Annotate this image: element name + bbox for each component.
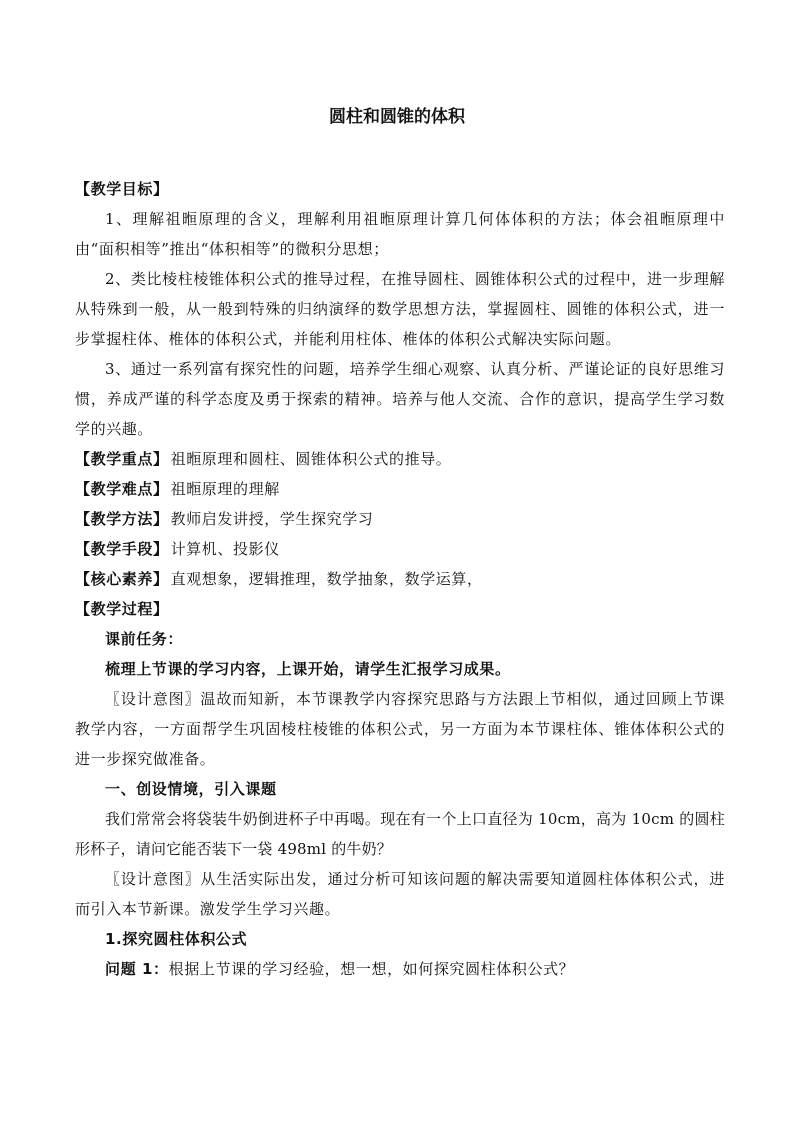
- key-points-text: 祖暅原理和圆柱、圆锥体积公式的推导。: [170, 450, 452, 468]
- process-heading: 【教学过程】: [75, 600, 169, 618]
- objective-1: 1、理解祖暅原理的含义，理解利用祖暅原理计算几何体体积的方法；体会祖暅原理中由“面积相等”推出“体积相等”的微积分思想；: [75, 210, 725, 258]
- literacy-text: 直观想象，逻辑推理，数学抽象，数学运算，: [170, 570, 483, 588]
- document-body: [75, 174, 725, 984]
- question-1-label: 问题 1：: [105, 960, 169, 978]
- design-intent-1: 〖设计意图〗温故而知新，本节课教学内容探究思路与方法跟上节相似，通过回顾上节课教学内容，一方面帮学生巩固棱柱棱锥的体积公式，另一方面为本节课柱体、锥体体积公式的进一步探究做准备。: [75, 690, 725, 768]
- question-1-text: 根据上节课的学习经验，想一想，如何探究圆柱体积公式？: [168, 960, 575, 978]
- pre-task-text: 梳理上节课的学习内容，上课开始，请学生汇报学习成果。: [105, 660, 511, 678]
- tools-line: [75, 534, 725, 564]
- objectives-heading: 【教学目标】: [75, 180, 169, 198]
- difficulties-text: 祖暅原理的理解: [170, 480, 280, 498]
- key-points-heading: 【教学重点】: [75, 450, 169, 468]
- objective-2: 2、类比棱柱棱锥体积公式的推导过程，在推导圆柱、圆锥体积公式的过程中，进一步理解从特殊到一般，从一般到特殊的归纳演绎的数学思想方法，掌握圆柱、圆锥的体积公式，进一步掌握柱体、椎体的体积公式，并能利用柱体、椎体的体积公式解决实际问题。: [75, 270, 725, 348]
- difficulties-heading: 【教学难点】: [75, 480, 169, 498]
- methods-heading: 【教学方法】: [75, 510, 169, 528]
- subsection-1-title: 1.探究圆柱体积公式: [105, 930, 248, 948]
- difficulties-line: [75, 474, 725, 504]
- tools-text: 计算机、投影仪: [170, 540, 280, 558]
- design-intent-2: 〖设计意图〗从生活实际出发，通过分析可知该问题的解决需要知道圆柱体体积公式，进而引入本节新课。激发学生学习兴趣。: [75, 870, 725, 918]
- pre-task-label: 课前任务：: [105, 630, 184, 648]
- methods-text: 教师启发讲授，学生探究学习: [170, 510, 374, 528]
- objective-3: 3、通过一系列富有探究性的问题，培养学生细心观察、认真分析、严谨论证的良好思维习惯，养成严谨的科学态度及勇于探索的精神。培养与他人交流、合作的意识，提高学生学习数学的兴趣。: [75, 360, 725, 438]
- tools-heading: 【教学手段】: [75, 540, 169, 558]
- question-1-line: [75, 954, 725, 984]
- literacy-heading: 【核心素养】: [75, 570, 169, 588]
- scenario-text: 我们常常会将袋装牛奶倒进杯子中再喝。现在有一个上口直径为 10cm，高为 10cm 的圆柱形杯子，请问它能否装下一袋 498ml 的牛奶？: [75, 810, 725, 858]
- key-points-line: [75, 444, 725, 474]
- literacy-line: [75, 564, 725, 594]
- document-title: 圆柱和圆锥的体积: [329, 107, 465, 127]
- methods-line: [75, 504, 725, 534]
- section-1-title: 一、创设情境，引入课题: [105, 780, 277, 798]
